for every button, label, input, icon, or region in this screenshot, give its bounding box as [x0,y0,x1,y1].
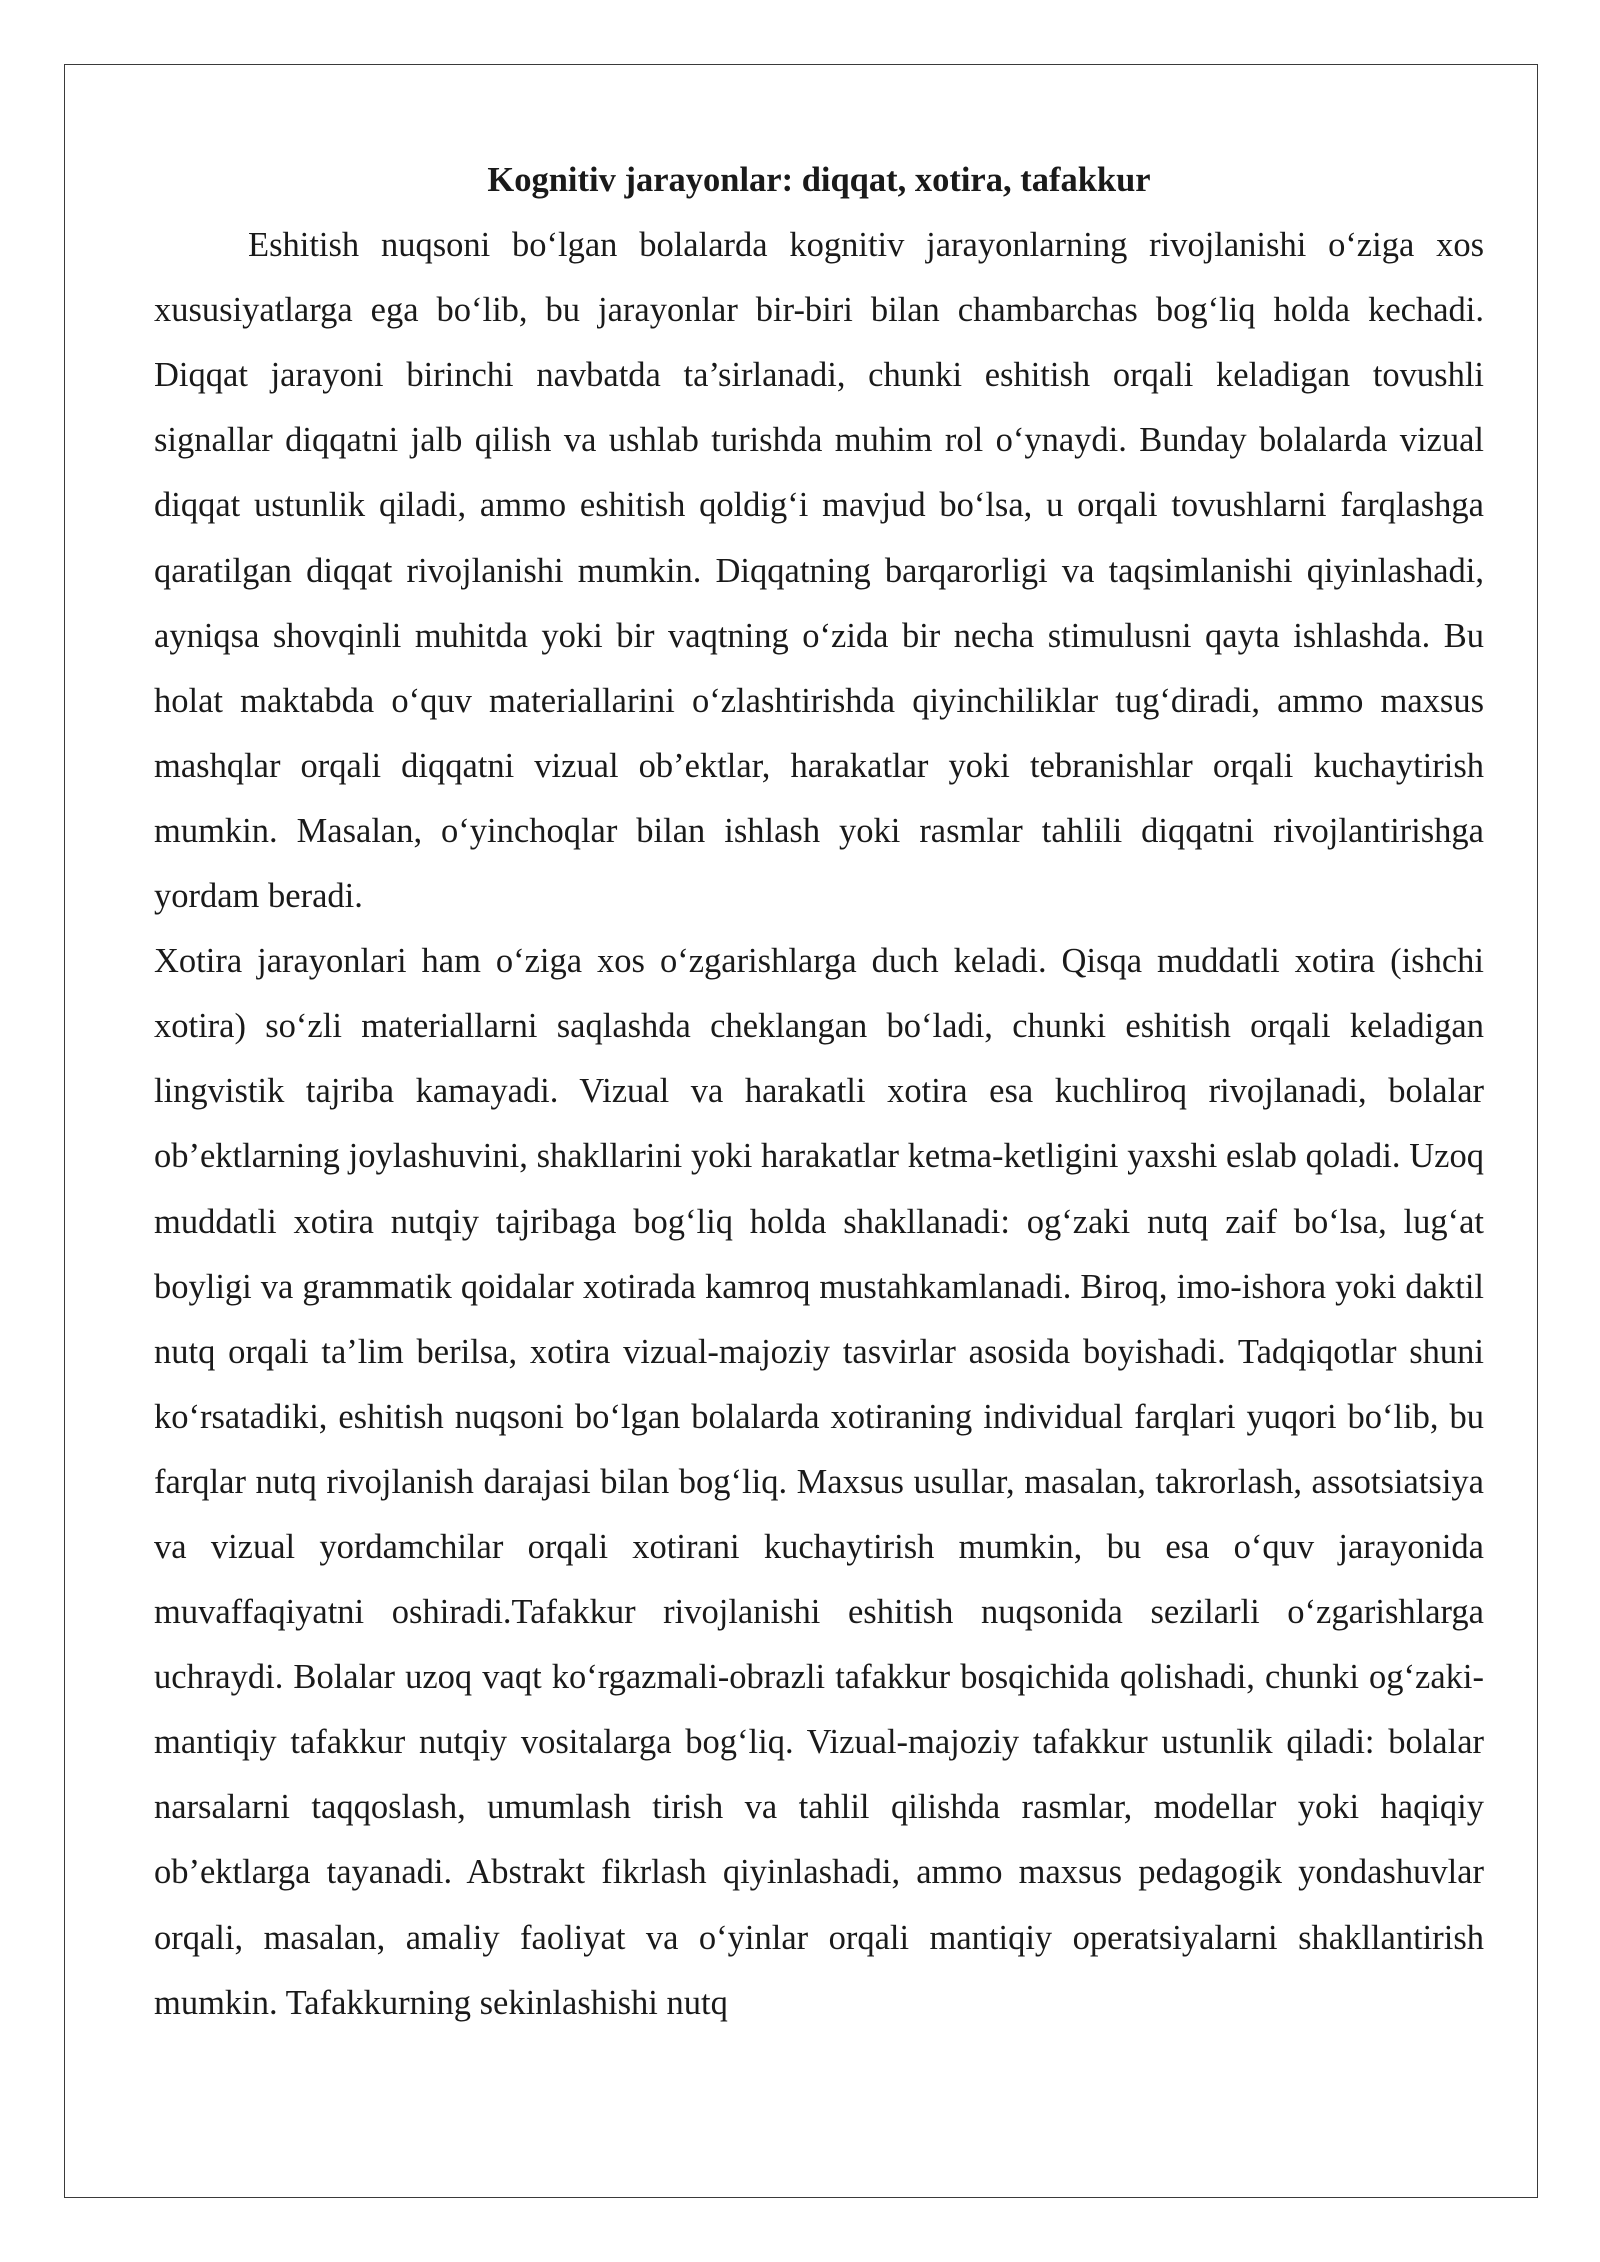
document-body [154,148,1484,2036]
paragraph-attention: Eshitish nuqsoni bo‘lgan bolalarda kognitiv jarayonlarning rivojlanishi o‘ziga xos xususiyatlarga ega bo‘lib, bu jarayonlar bir-biri bilan chambarchas bog‘liq holda kechadi. Diqqat jarayoni birinchi navbatda ta’sirlanadi, chunki eshitish orqali keladigan tovushli signallar diqqatni jalb qilish va ushlab turishda muhim rol o‘ynaydi. Bunday bolalarda vizual diqqat ustunlik qiladi, ammo eshitish qoldig‘i mavjud bo‘lsa, u orqali tovushlarni farqlashga qaratilgan diqqat rivojlanishi mumkin. Diqqatning barqarorligi va taqsimlanishi qiyinlashadi, ayniqsa shovqinli muhitda yoki bir vaqtning o‘zida bir necha stimulusni qayta ishlashda. Bu holat maktabda o‘quv materiallarini o‘zlashtirishda qiyinchiliklar tug‘diradi, ammo maxsus mashqlar orqali diqqatni vizual ob’ektlar, harakatlar yoki tebranishlar orqali kuchaytirish mumkin. Masalan, o‘yinchoqlar bilan ishlash yoki rasmlar tahlili diqqatni rivojlantirishga yordam beradi. [154,226,1484,916]
paragraph-memory-thinking: Xotira jarayonlari ham o‘ziga xos o‘zgarishlarga duch keladi. Qisqa muddatli xotira (ishchi xotira) so‘zli materiallarni saqlashda cheklangan bo‘ladi, chunki eshitish orqali keladigan lingvistik tajriba kamayadi. Vizual va harakatli xotira esa kuchliroq rivojlanadi, bolalar ob’ektlarning joylashuvini, shakllarini yoki harakatlar ketma-ketligini yaxshi eslab qoladi. Uzoq muddatli xotira nutqiy tajribaga bog‘liq holda shakllanadi: og‘zaki nutq zaif bo‘lsa, lug‘at boyligi va grammatik qoidalar xotirada kamroq mustahkamlanadi. Biroq, imo-ishora yoki daktil nutq orqali ta’lim berilsa, xotira vizual-majoziy tasvirlar asosida boyishadi. Tadqiqotlar shuni ko‘rsatadiki, eshitish nuqsoni bo‘lgan bolalarda xotiraning individual farqlari yuqori bo‘lib, bu farqlar nutq rivojlanish darajasi bilan bog‘liq. Maxsus usullar, masalan, takrorlash, assotsiatsiya va vizual yordamchilar orqali xotirani kuchaytirish mumkin, bu esa o‘quv jarayonida muvaffaqiyatni oshiradi.Tafakkur rivojlanishi eshitish nuqsonida sezilarli o‘zgarishlarga uchraydi. Bolalar uzoq vaqt ko‘rgazmali-obrazli tafakkur bosqichida qolishadi, chunki og‘zaki-mantiqiy tafakkur nutqiy vositalarga bog‘liq. Vizual-majoziy tafakkur ustunlik qiladi: bolalar narsalarni taqqoslash, umumlash tirish va tahlil qilishda rasmlar, modellar yoki haqiqiy ob’ektlarga tayanadi. Abstrakt fikrlash qiyinlashadi, ammo maxsus pedagogik yondashuvlar orqali, masalan, amaliy faoliyat va o‘yinlar orqali mantiqiy operatsiyalarni shakllantirish mumkin. Tafakkurning sekinlashishi nutq [154,942,1484,2022]
document-title: Kognitiv jarayonlar: diqqat, xotira, tafakkur [487,161,1151,199]
